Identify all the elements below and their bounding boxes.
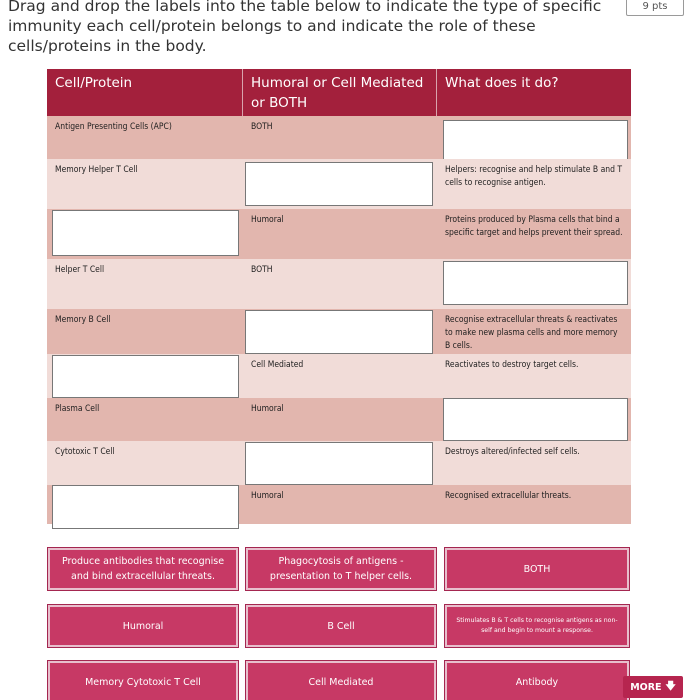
immunity-type: Humoral <box>251 215 284 225</box>
table-row <box>47 309 631 354</box>
drag-label-b-cell[interactable]: B Cell <box>245 604 437 648</box>
cell-protein-name: Helper T Cell <box>55 265 105 275</box>
immunity-type: Cell Mediated <box>251 360 304 370</box>
drag-label-produce-antibodies[interactable]: Produce antibodies that recognise and bind extracellular threats. <box>47 547 239 591</box>
role-description: Recognised extracellular threats. <box>445 491 572 501</box>
cell-protein-drop-zone[interactable] <box>52 210 239 256</box>
cell-protein-drop-zone[interactable] <box>52 485 239 529</box>
drag-label-both[interactable]: BOTH <box>444 547 630 591</box>
cell-protein-name: Antigen Presenting Cells (APC) <box>55 122 172 132</box>
table-row <box>47 116 631 159</box>
role-drop-zone[interactable] <box>443 398 628 441</box>
table-row <box>47 485 631 524</box>
drag-label-cell-mediated[interactable]: Cell Mediated <box>245 660 437 700</box>
cell-protein-name: Cytotoxic T Cell <box>55 447 115 457</box>
immunity-type: BOTH <box>251 122 273 132</box>
header-role: What does it do? <box>445 75 559 91</box>
table-row <box>47 209 631 259</box>
immunity-type: Humoral <box>251 491 284 501</box>
role-drop-zone[interactable] <box>443 120 628 162</box>
immunity-type-drop-zone[interactable] <box>245 310 433 354</box>
role-description: Recognise extracellular threats & reactivates to make new plasma cells and more memory B cells. <box>445 315 618 351</box>
role-description: Proteins produced by Plasma cells that bind a specific target and helps prevent their spread. <box>445 215 623 238</box>
header-cell-protein: Cell/Protein <box>47 69 243 116</box>
table-header <box>47 69 631 116</box>
drag-label-antibody[interactable]: Antibody <box>444 660 630 700</box>
role-description: Destroys altered/infected self cells. <box>445 447 580 457</box>
immunity-type: Humoral <box>251 404 284 414</box>
drag-label-stimulates-b-t-cells[interactable]: Stimulates B & T cells to recognise antigens as non-self and begin to mount a response. <box>444 604 630 648</box>
role-drop-zone[interactable] <box>443 261 628 305</box>
cell-protein-name: Memory B Cell <box>55 315 111 325</box>
more-button[interactable] <box>623 676 683 698</box>
table-row <box>47 441 631 485</box>
drag-label-memory-cytotoxic-t-cell[interactable]: Memory Cytotoxic T Cell <box>47 660 239 700</box>
points-badge: 9 pts <box>626 0 684 16</box>
table-row <box>47 159 631 209</box>
drag-label-phagocytosis[interactable]: Phagocytosis of antigens - presentation to T helper cells. <box>245 547 437 591</box>
cell-protein-name: Memory Helper T Cell <box>55 165 138 175</box>
table-row <box>47 354 631 398</box>
drag-label-humoral[interactable]: Humoral <box>47 604 239 648</box>
more-label: MORE <box>630 681 662 693</box>
immunity-type-drop-zone[interactable] <box>245 442 433 485</box>
role-description: Reactivates to destroy target cells. <box>445 360 579 370</box>
table-row <box>47 398 631 441</box>
immunity-type-drop-zone[interactable] <box>245 162 433 206</box>
header-immunity-type: Humoral or Cell Mediated or BOTH <box>243 69 437 116</box>
immunity-type: BOTH <box>251 265 273 275</box>
arrow-down-icon: 🡇 <box>665 680 676 692</box>
cell-protein-name: Plasma Cell <box>55 404 100 414</box>
role-description: Helpers: recognise and help stimulate B and T cells to recognise antigen. <box>445 165 623 188</box>
table-row <box>47 259 631 309</box>
question-text: Drag and drop the labels into the table below to indicate the type of specific immunity each cell/protein belongs to and indicate the role of these cells/proteins in the body. <box>8 0 602 55</box>
drag-drop-table <box>47 69 631 524</box>
cell-protein-drop-zone[interactable] <box>52 355 239 398</box>
